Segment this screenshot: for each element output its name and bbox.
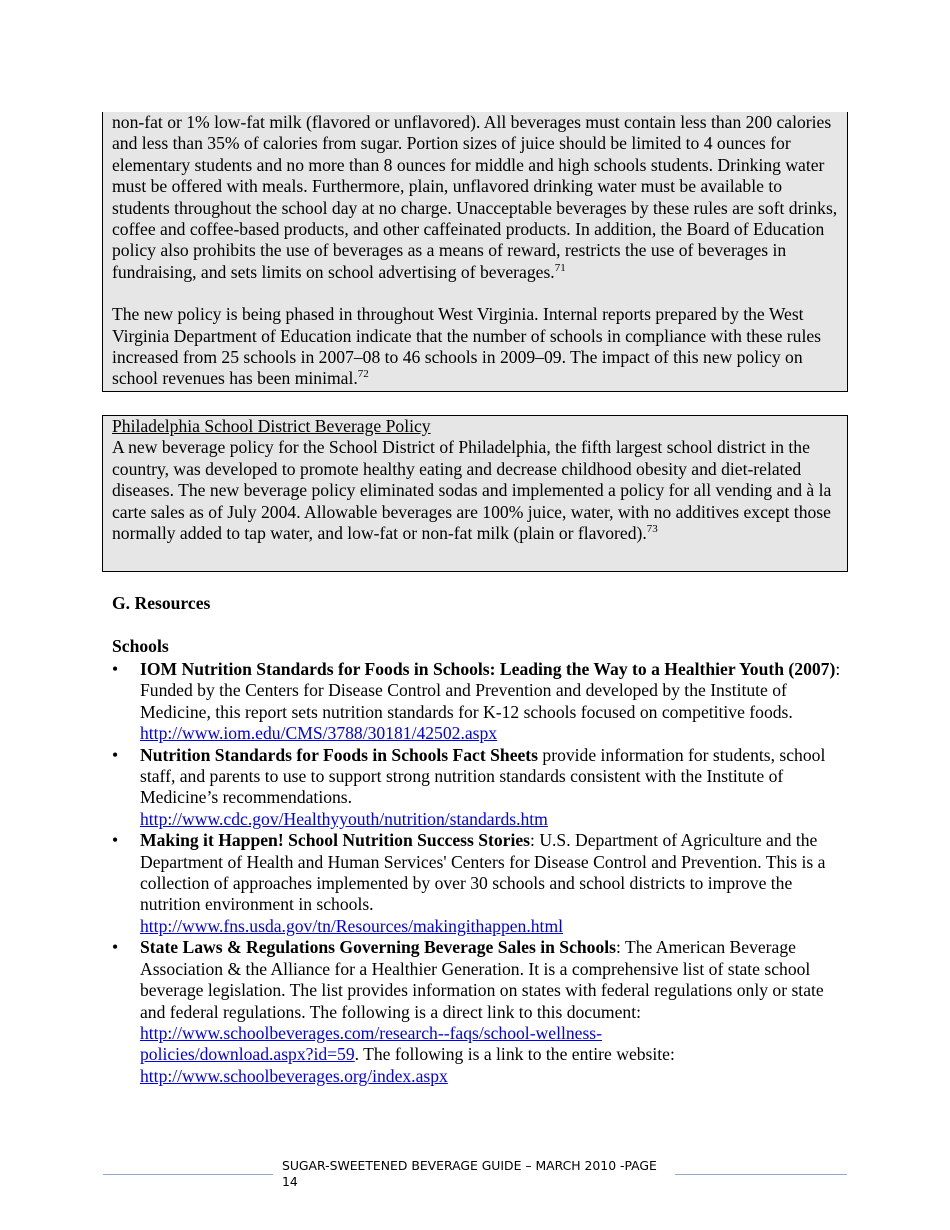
bullet-icon: • — [112, 659, 119, 679]
list-item: • State Laws & Regulations Governing Beverage Sales in Schools: The American Beverage Association & the Alliance for a Healthier Generation. It is a comprehensive list of state school beverage legislation. The list provides information on states with federal regulations only or state and federal regulations. The following is a direct link to this document: http://www.schoolbeverages.com/research--faqs/school-wellness- policies/download.aspx?id=59. The following is a link to the entire website: http://www.schoolbeverages.org/index.aspx — [112, 937, 824, 1086]
philadelphia-box-title: Philadelphia School District Beverage Policy — [112, 416, 431, 436]
resource-title: Making it Happen! School Nutrition Success Stories — [140, 830, 531, 851]
list-item: • Nutrition Standards for Foods in Schools Fact Sheets provide information for students, school staff, and parents to use to support strong nutrition standards consistent with the Institute of Medicine’s recommendations. http://www.cdc.gov/Healthyyouth/nutrition/standards.htm — [112, 744, 826, 829]
bullet-icon: • — [112, 744, 119, 765]
west-virginia-policy-box — [102, 112, 848, 392]
sub-heading: Schools — [112, 636, 169, 656]
resource-link[interactable]: http://www.cdc.gov/Healthyyouth/nutrition/standards.htm — [140, 808, 548, 829]
philadelphia-box-body: A new beverage policy for the School District of Philadelphia, the fifth largest school district in the country, was developed to promote healthy eating and decrease childhood obesity and diet-related diseases. The new beverage policy eliminated sodas and implemented a policy for all vending and à la carte sales as of July 2004. Allowable beverages are 100% juice, water, with no additives except those normally added to tap water, and low-fat or non-fat milk (plain or flavored).$^{73}$ — [112, 437, 832, 544]
resource-title: IOM Nutrition Standards for Foods in Schools: Leading the Way to a Healthier Youth (2007) — [140, 659, 836, 679]
list-item: • Making it Happen! School Nutrition Success Stories: U.S. Department of Agriculture and the Department of Health and Human Services' Centers for Disease Control and Prevention. This is a collection of approaches implemented by over 30 schools and school districts to improve the nutrition environment in schools. http://www.fns.usda.gov/tn/Resources/makingithappen.html — [112, 830, 826, 936]
footer-rule-left — [103, 1174, 273, 1175]
philadelphia-policy-box — [102, 415, 848, 572]
bullet-icon: • — [112, 830, 119, 851]
bullet-icon: • — [112, 937, 119, 958]
resources-list — [112, 659, 842, 1087]
section-heading: G. Resources — [112, 593, 211, 613]
list-item: • IOM Nutrition Standards for Foods in Schools: Leading the Way to a Healthier Youth (2007): Funded by the Centers for Disease Control and Prevention and developed by the Institute of Medicine, this report sets nutrition standards for K-12 schools focused on competitive foods. http://www.iom.edu/CMS/3788/30181/42502.aspx — [112, 659, 841, 744]
resource-link[interactable]: http://www.fns.usda.gov/tn/Resources/makingithappen.html — [140, 915, 564, 936]
footnote-ref-73[interactable]: 73 — [646, 523, 658, 536]
resource-link[interactable]: http://www.iom.edu/CMS/3788/30181/42502.aspx — [140, 723, 498, 744]
footer-rule-right — [675, 1174, 847, 1175]
resource-link-website[interactable]: http://www.schoolbeverages.org/index.aspx — [140, 1065, 448, 1086]
page-footer: SUGAR-SWEETENED BEVERAGE GUIDE – MARCH 2010 -PAGE 14 — [282, 1158, 657, 1189]
resource-link-direct[interactable]: http://www.schoolbeverages.com/research--faqs/school-wellness- policies/download.aspx?id=59 — [140, 1022, 603, 1065]
footnote-ref-72[interactable]: 72 — [357, 368, 369, 381]
box1-paragraph-1: non-fat or 1% low-fat milk (flavored or unflavored). All beverages must contain less than 200 calories and less than 35% of calories from sugar. Portion sizes of juice should be limited to 4 ounces for elementary students and no more than 8 ounces for middle and high schools students. Drinking water must be offered with meals. Furthermore, plain, unflavored drinking water must be available to students throughout the school day at no charge. Unacceptable beverages by these rules are soft drinks, coffee and coffee-based products, and other caffeinated products. In addition, the Board of Education policy also prohibits the use of beverages as a means of reward, restricts the use of beverages in fundraising, and sets limits on school advertising of beverages.$^{71}$ — [112, 112, 838, 282]
resource-title: Nutrition Standards for Foods in Schools Fact Sheets — [140, 744, 539, 765]
resource-title: State Laws & Regulations Governing Beverage Sales in Schools — [140, 937, 617, 958]
box1-paragraph-2: The new policy is being phased in throughout West Virginia. Internal reports prepared by the West Virginia Department of Education indicate that the number of schools in compliance with these rules increased from 25 schools in 2007–08 to 46 schools in 2009–09. The impact of this new policy on school revenues has been minimal.$^{72}$ — [112, 304, 822, 389]
footnote-ref-71[interactable]: 71 — [554, 261, 566, 274]
